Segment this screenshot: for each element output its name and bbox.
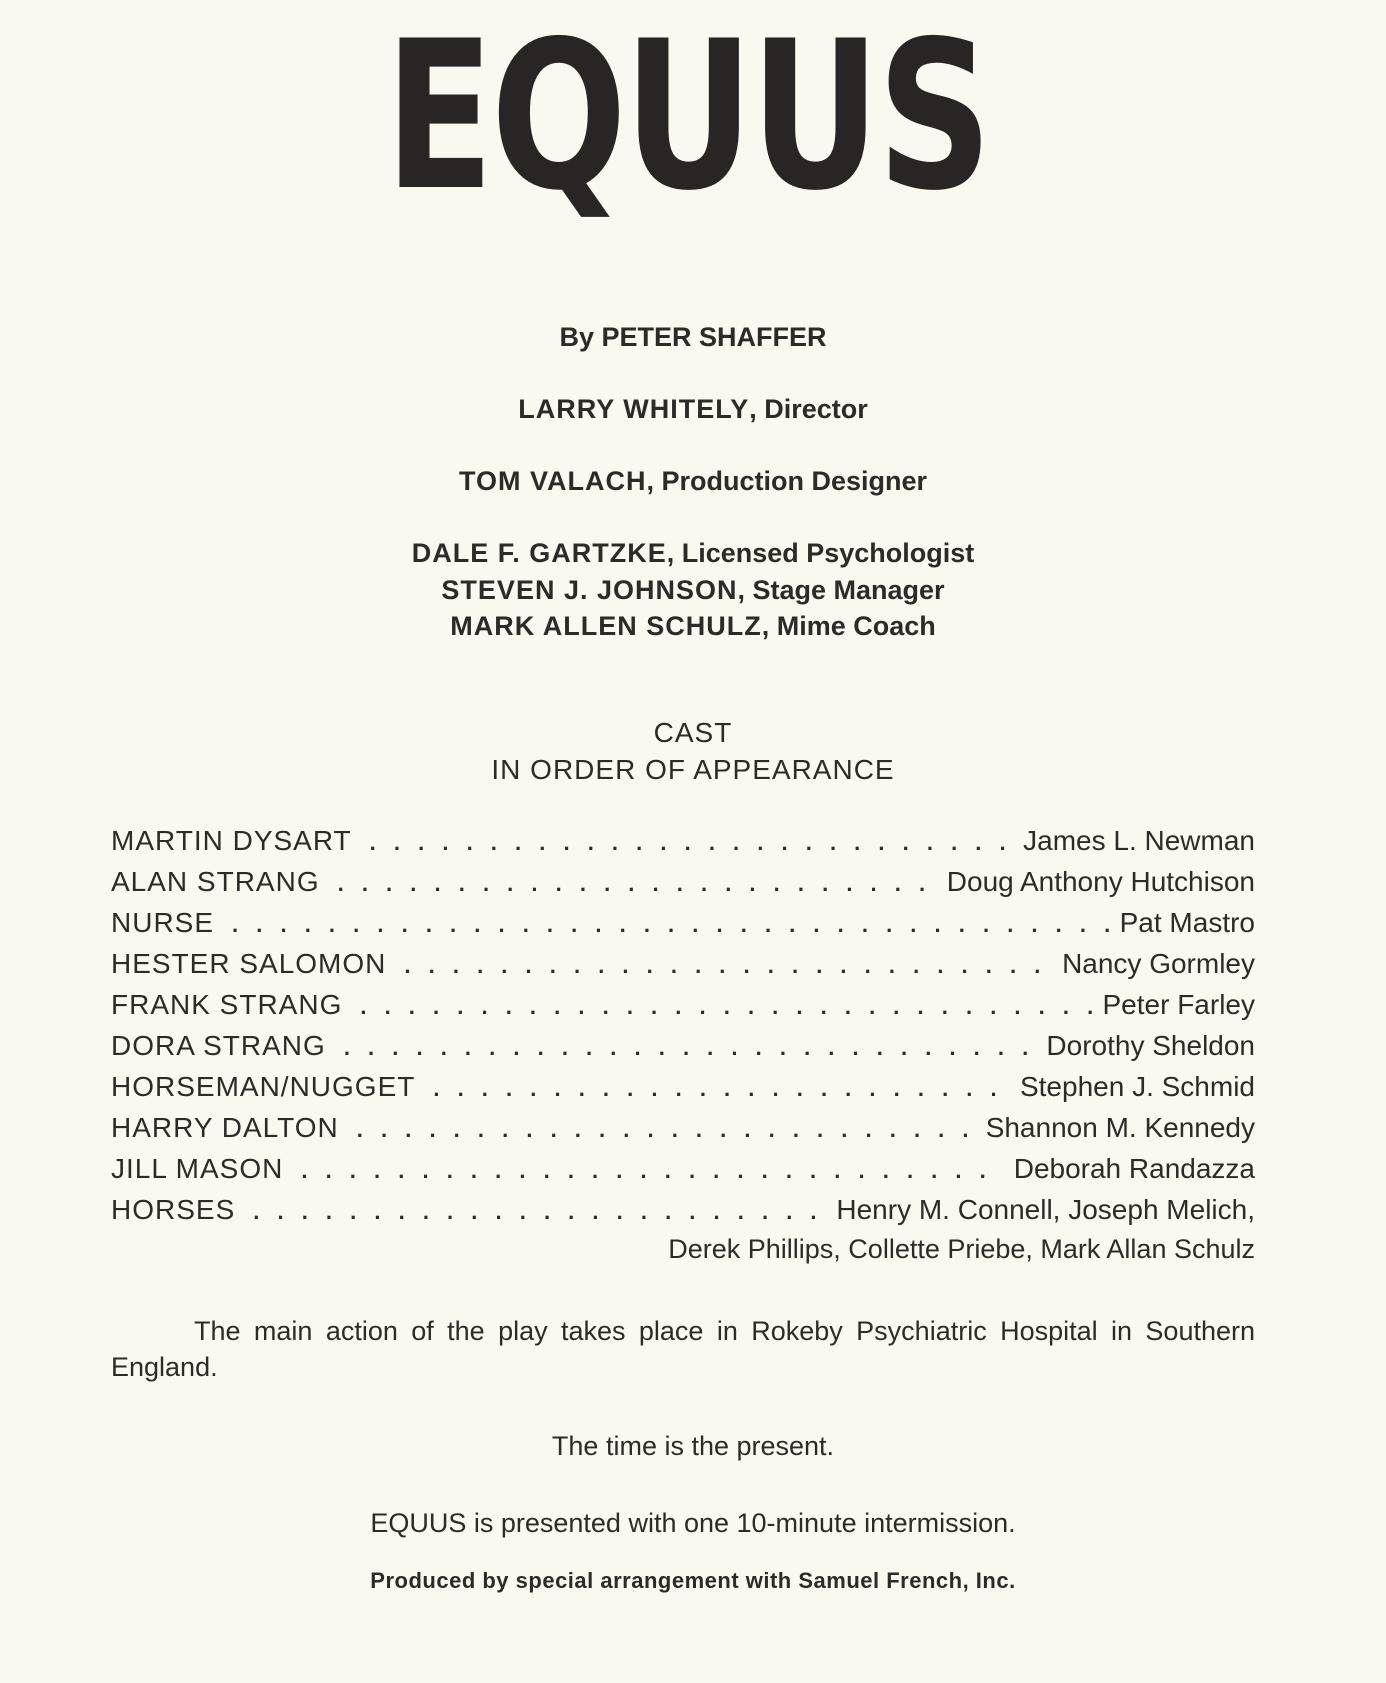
cast-actor: Henry M. Connell, Joseph Melich,: [836, 1194, 1255, 1225]
cast-role: FRANK STRANG: [111, 989, 343, 1020]
cast-role: JILL MASON: [111, 1153, 284, 1184]
cast-list: [111, 820, 1255, 1230]
play-title: EQUUS: [384, 0, 990, 236]
cast-role: MARTIN DYSART: [111, 825, 352, 856]
designer-role: , Production Designer: [646, 466, 928, 496]
designer-credit: [0, 464, 1386, 498]
dot-leader: [433, 1068, 1010, 1109]
cast-row: [111, 1148, 1255, 1189]
cast-actor: Doug Anthony Hutchison: [946, 866, 1255, 897]
setting-paragraph: The main action of the play takes place in Rokeby Psychiatric Hospital in Southern England.: [111, 1316, 1255, 1382]
author-line: By PETER SHAFFER: [559, 322, 827, 352]
stage-manager-role: , Stage Manager: [737, 575, 945, 605]
director-name: LARRY WHITELY: [518, 394, 750, 424]
author-credit: [0, 320, 1386, 354]
psychologist-name: DALE F. GARTZKE: [411, 538, 667, 568]
cast-actor: Nancy Gormley: [1062, 948, 1255, 979]
cast-role: NURSE: [111, 907, 215, 938]
cast-row: [111, 1189, 1255, 1230]
cast-role: HARRY DALTON: [111, 1112, 339, 1143]
cast-subheading: IN ORDER OF APPEARANCE: [491, 754, 895, 785]
cast-actor: Pat Mastro: [1119, 907, 1255, 938]
time-line: The time is the present.: [551, 1431, 835, 1461]
dot-leader: [232, 904, 1110, 945]
mime-coach-name: MARK ALLEN SCHULZ: [450, 611, 762, 641]
psychologist-role: , Licensed Psychologist: [666, 538, 975, 568]
cast-actor: Stephen J. Schmid: [1019, 1071, 1255, 1102]
cast-role: DORA STRANG: [111, 1030, 326, 1061]
mime-coach-role: , Mime Coach: [761, 611, 936, 641]
cast-actor: Dorothy Sheldon: [1046, 1030, 1255, 1061]
cast-row: [111, 984, 1255, 1025]
dot-leader: [253, 1191, 826, 1232]
cast-actor: Deborah Randazza: [1013, 1153, 1255, 1184]
cast-heading: CAST: [653, 717, 733, 748]
cast-row: [111, 943, 1255, 984]
director-credit: [0, 392, 1386, 426]
dot-leader: [338, 863, 937, 904]
cast-role: HORSEMAN/NUGGET: [111, 1071, 416, 1102]
cast-row: [111, 861, 1255, 902]
cast-row: [111, 902, 1255, 943]
cast-actor: Shannon M. Kennedy: [985, 1112, 1255, 1143]
cast-actor: Peter Farley: [1102, 989, 1255, 1020]
director-role: , Director: [749, 394, 868, 424]
cast-actor: James L. Newman: [1023, 825, 1255, 856]
cast-continuation: Derek Phillips, Collette Priebe, Mark Allan Schulz: [668, 1234, 1255, 1264]
cast-role: HORSES: [111, 1194, 236, 1225]
stage-manager-name: STEVEN J. JOHNSON: [441, 575, 738, 605]
cast-role: HESTER SALOMON: [111, 948, 387, 979]
cast-row: [111, 1066, 1255, 1107]
dot-leader: [360, 986, 1092, 1027]
dot-leader: [357, 1109, 976, 1150]
dot-leader: [301, 1150, 1003, 1191]
stage-manager-credit: [0, 573, 1386, 607]
dot-leader: [370, 822, 1013, 863]
psychologist-credit: [0, 536, 1386, 570]
rights-line: Produced by special arrangement with Samuel French, Inc.: [370, 1568, 1016, 1593]
intermission-line: EQUUS is presented with one 10-minute intermission.: [370, 1508, 1016, 1538]
designer-name: TOM VALACH: [458, 466, 647, 496]
mime-coach-credit: [0, 609, 1386, 643]
cast-row: [111, 1025, 1255, 1066]
cast-row: [111, 820, 1255, 861]
dot-leader: [404, 945, 1052, 986]
cast-row: [111, 1107, 1255, 1148]
cast-role: ALAN STRANG: [111, 866, 320, 897]
dot-leader: [344, 1027, 1037, 1068]
